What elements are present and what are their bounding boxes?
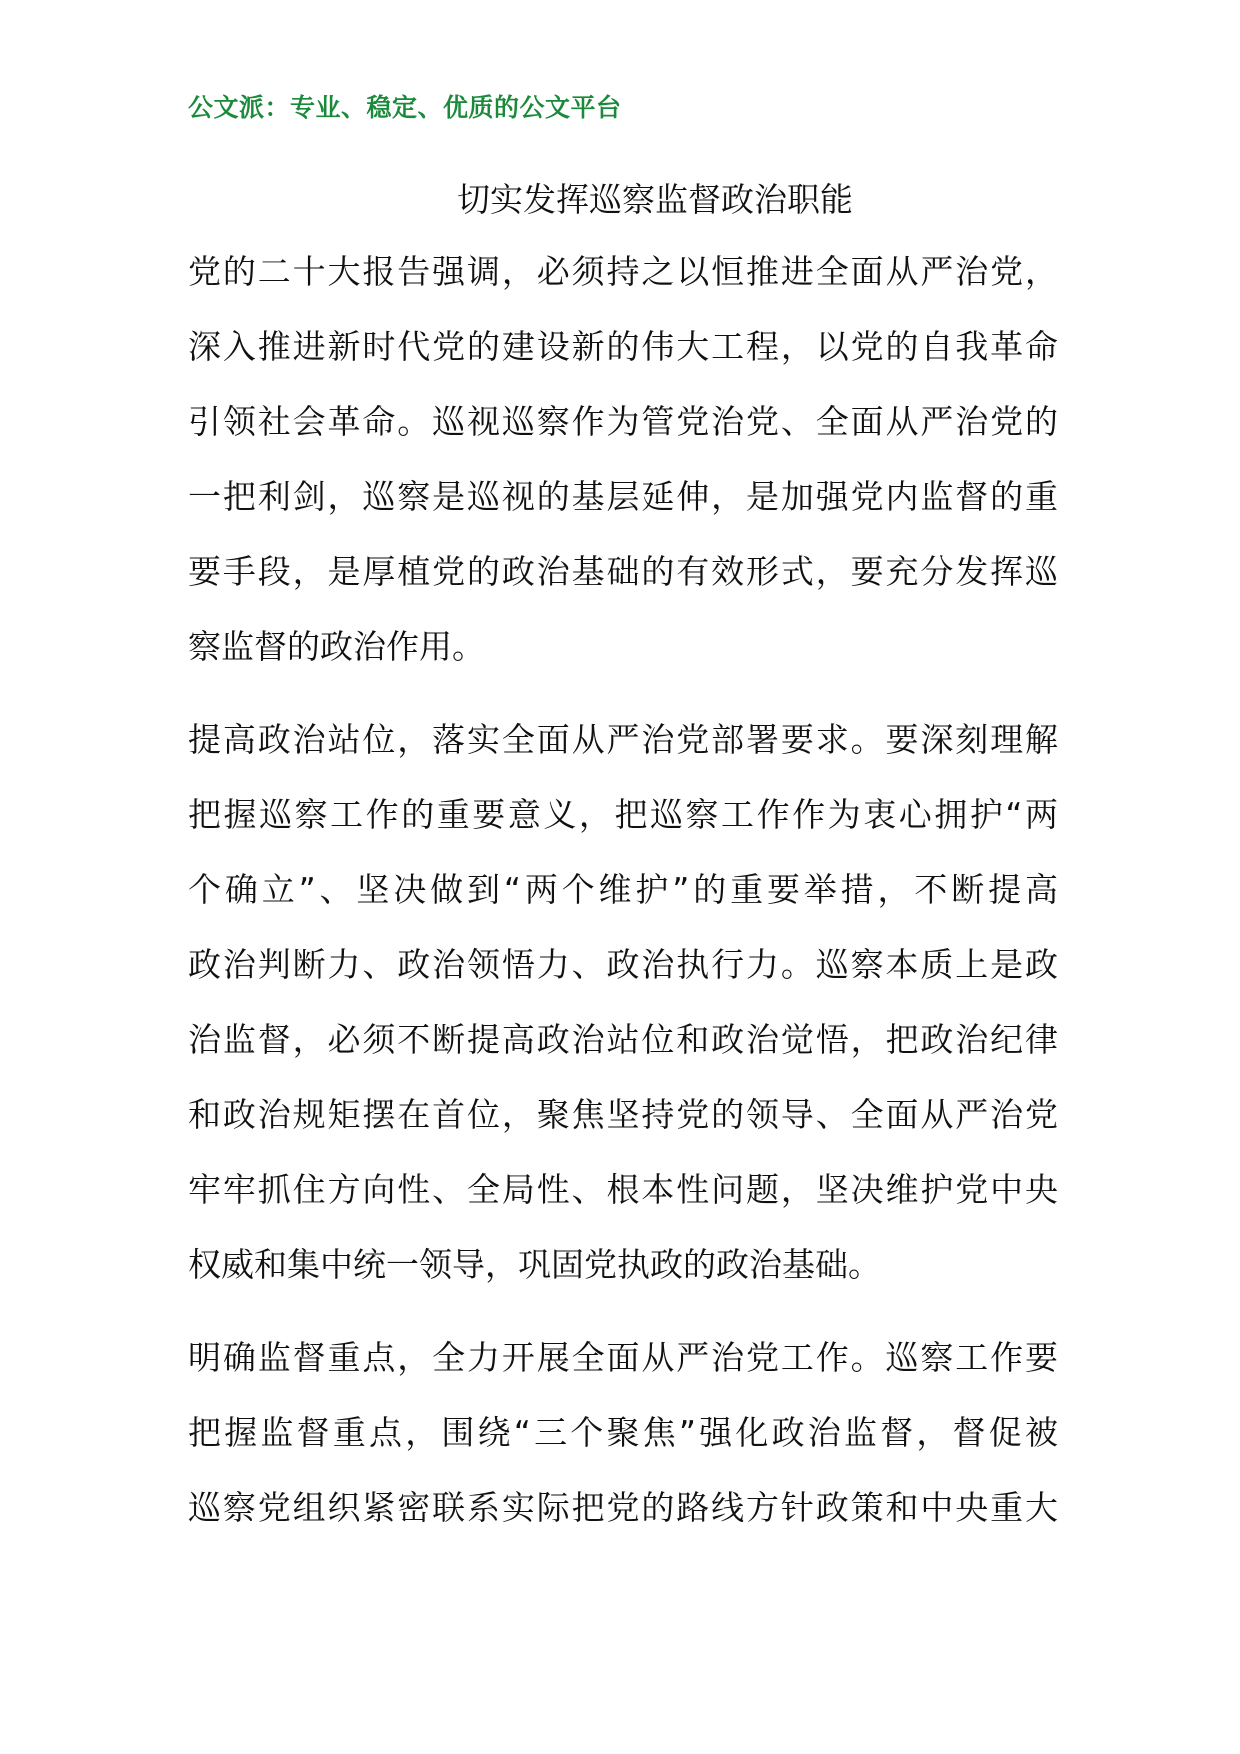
text-line: 一把利剑，巡察是巡视的基层延伸，是加强党内监督的重 (188, 477, 1058, 516)
document-title: 切实发挥巡察监督政治职能 (457, 180, 853, 219)
text-line: 和政治规矩摆在首位，聚焦坚持党的领导、全面从严治党 (188, 1095, 1058, 1134)
text-line: 把握巡察工作的重要意义，把巡察工作作为衷心拥护“两 (188, 795, 1058, 834)
text-line: 党的二十大报告强调，必须持之以恒推进全面从严治党， (188, 252, 1058, 291)
paragraph-1 (188, 234, 1058, 684)
text-line: 引领社会革命。巡视巡察作为管党治党、全面从严治党的 (188, 402, 1058, 441)
paragraph-3 (188, 1320, 1058, 1545)
text-line: 把握监督重点，围绕“三个聚焦”强化政治监督，督促被 (188, 1413, 1058, 1452)
text-line: 察监督的政治作用。 (188, 627, 485, 666)
text-line: 牢牢抓住方向性、全局性、根本性问题，坚决维护党中央 (188, 1170, 1058, 1209)
text-line: 巡察党组织紧密联系实际把党的路线方针政策和中央重大 (188, 1488, 1058, 1527)
text-line: 深入推进新时代党的建设新的伟大工程，以党的自我革命 (188, 327, 1058, 366)
site-header-slogan: 公文派：专业、稳定、优质的公文平台 (188, 93, 622, 122)
text-line: 个确立”、坚决做到“两个维护”的重要举措，不断提高 (188, 870, 1058, 909)
text-line: 提高政治站位，落实全面从严治党部署要求。要深刻理解 (188, 720, 1058, 759)
text-line: 明确监督重点，全力开展全面从严治党工作。巡察工作要 (188, 1338, 1058, 1377)
text-line: 治监督，必须不断提高政治站位和政治觉悟，把政治纪律 (188, 1020, 1058, 1059)
text-line: 权威和集中统一领导，巩固党执政的政治基础。 (188, 1245, 881, 1284)
paragraph-2 (188, 702, 1058, 1302)
text-line: 要手段，是厚植党的政治基础的有效形式，要充分发挥巡 (188, 552, 1058, 591)
document-body (188, 234, 1058, 1563)
text-line: 政治判断力、政治领悟力、政治执行力。巡察本质上是政 (188, 945, 1058, 984)
